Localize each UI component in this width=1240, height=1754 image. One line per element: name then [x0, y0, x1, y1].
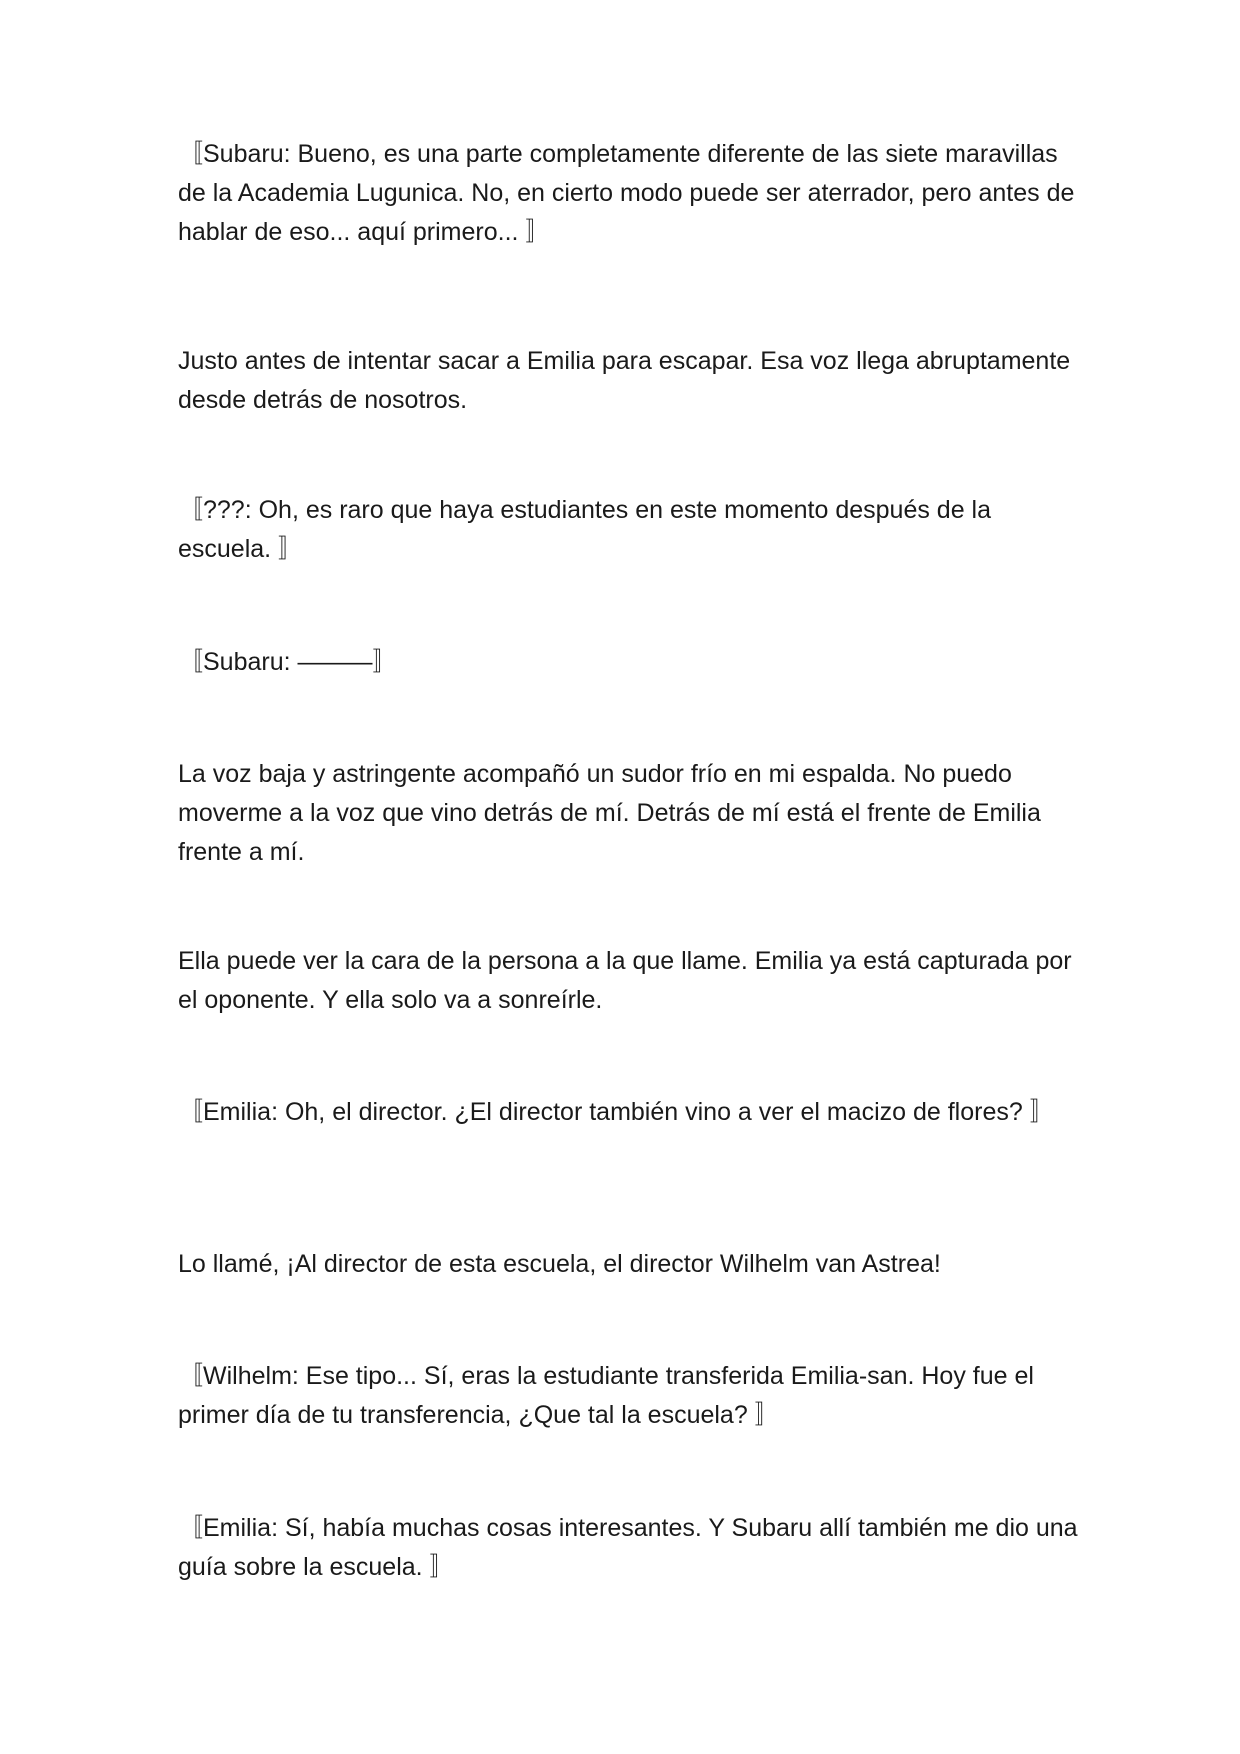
- paragraph-1: 〚Subaru: Bueno, es una parte completamente diferente de las siete maravillas de la Academia Lugunica. No, en cierto modo puede ser aterrador, pero antes de hablar de eso... aquí primero... 〛: [178, 140, 1075, 246]
- paragraph-2: Justo antes de intentar sacar a Emilia para escapar. Esa voz llega abruptamente desde detrás de nosotros.: [178, 347, 1071, 414]
- paragraph-8: Lo llamé, ¡Al director de esta escuela, el director Wilhelm van Astrea!: [178, 1250, 941, 1278]
- paragraph-10: 〚Emilia: Sí, había muchas cosas interesantes. Y Subaru allí también me dio una guía sobre la escuela. 〛: [178, 1514, 1078, 1581]
- paragraph-6: Ella puede ver la cara de la persona a la que llame. Emilia ya está capturada por el oponente. Y ella solo va a sonreírle.: [178, 947, 1072, 1014]
- paragraph-5: La voz baja y astringente acompañó un sudor frío en mi espalda. No puedo moverme a la voz que vino detrás de mí. Detrás de mí está el frente de Emilia frente a mí.: [178, 760, 1041, 866]
- paragraph-4: 〚Subaru: ———〛: [178, 648, 398, 676]
- paragraph-3: 〚???: Oh, es raro que haya estudiantes en este momento después de la escuela. 〛: [178, 496, 992, 563]
- paragraph-7: 〚Emilia: Oh, el director. ¿El director también vino a ver el macizo de flores? 〛: [178, 1098, 1055, 1126]
- paragraph-9: 〚Wilhelm: Ese tipo... Sí, eras la estudiante transferida Emilia-san. Hoy fue el primer día de tu transferencia, ¿Que tal la escuela? 〛: [178, 1362, 1034, 1429]
